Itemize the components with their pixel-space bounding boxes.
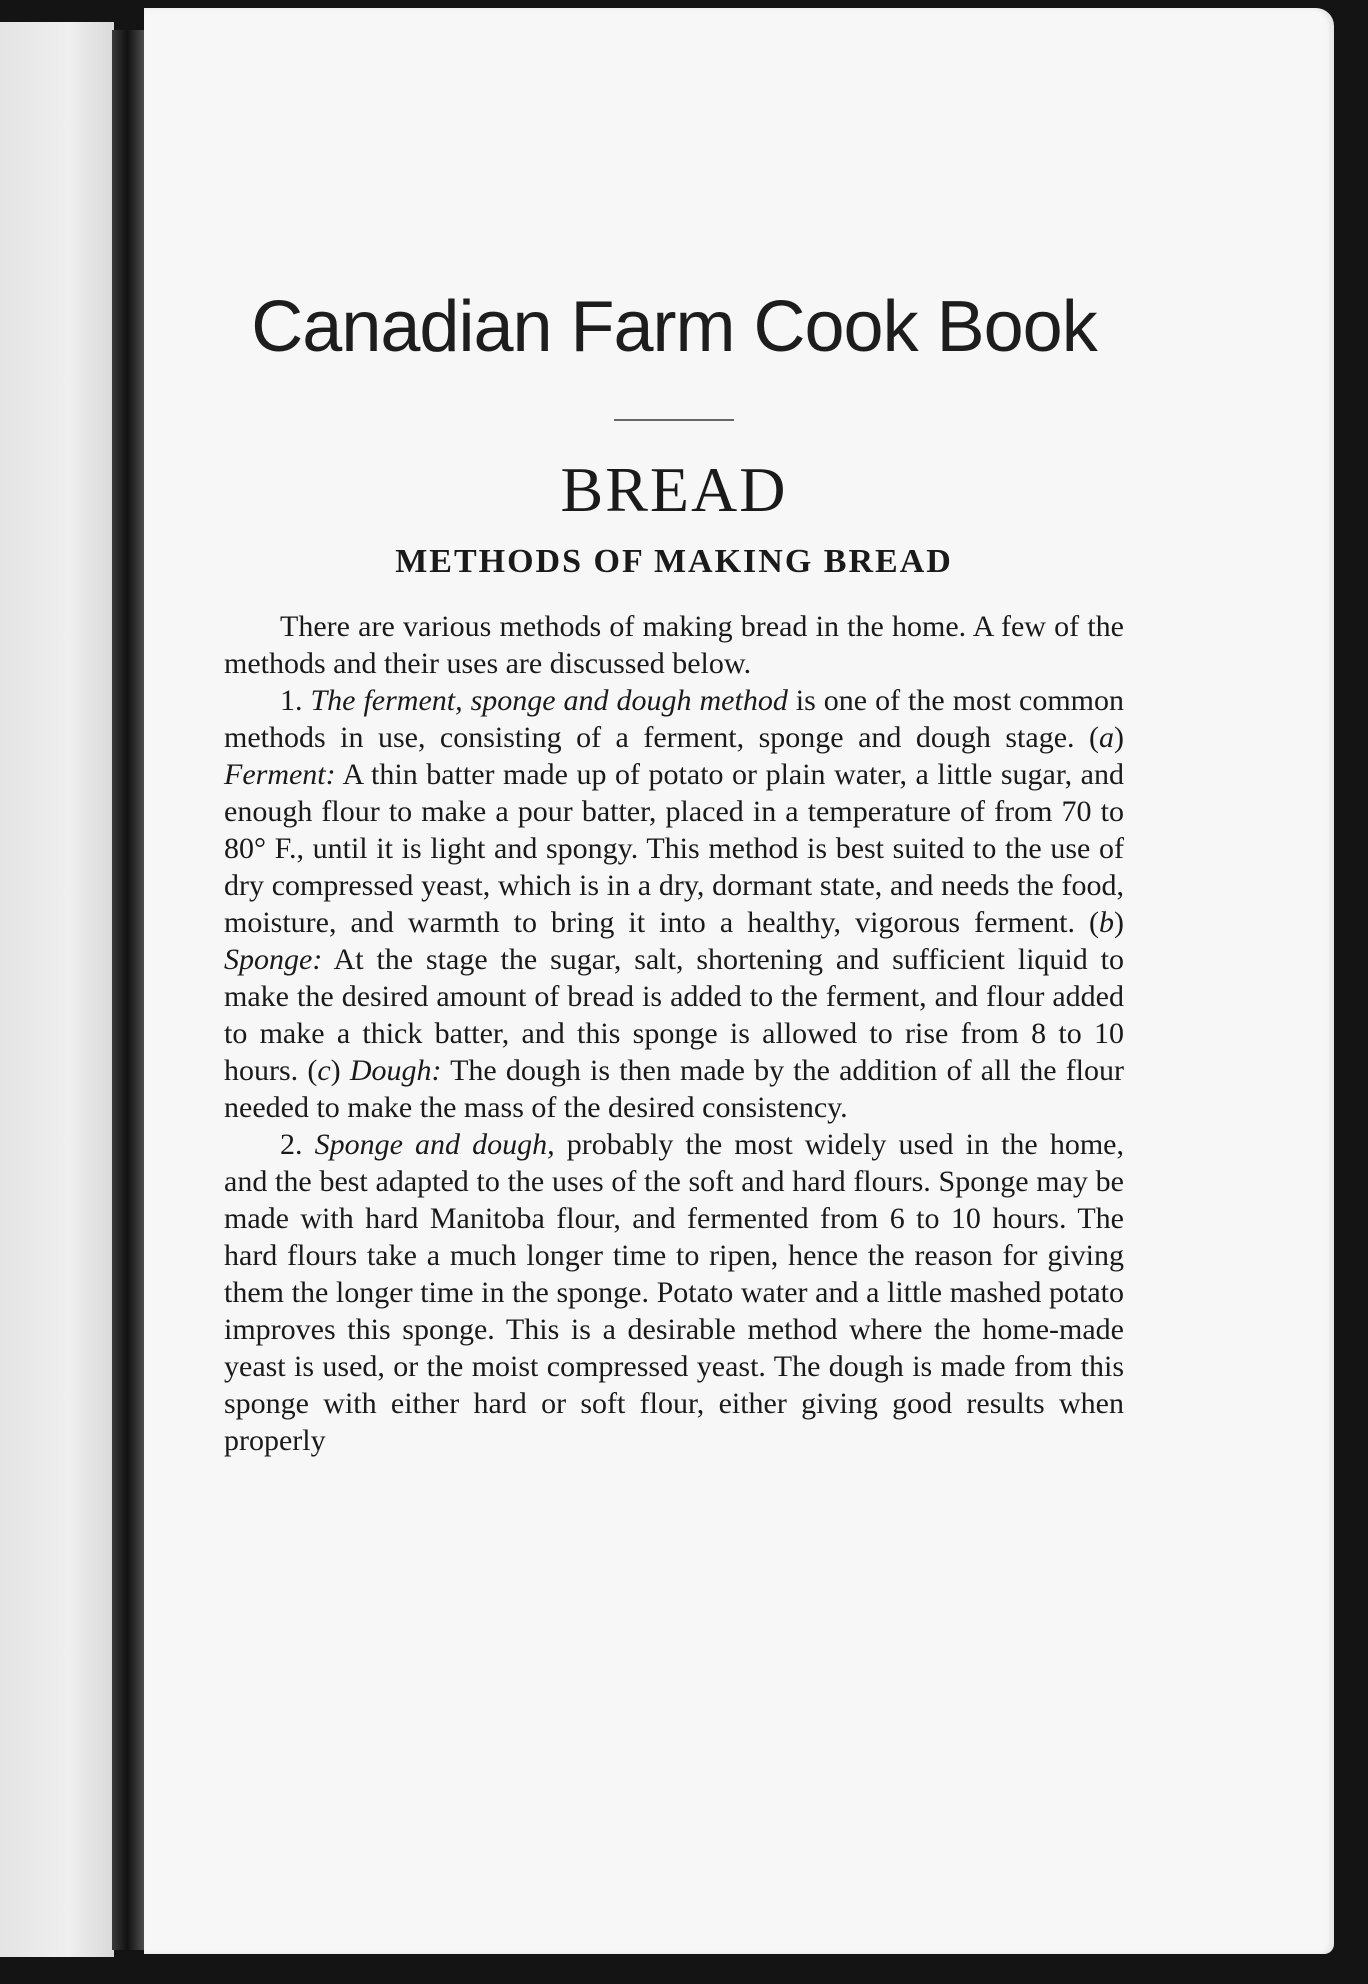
stage-letter: b <box>1099 906 1114 940</box>
method-name: The ferment, sponge and dough method <box>310 684 788 718</box>
title-divider <box>614 419 734 421</box>
text-segment: is one of the most common methods in use, consisting of a ferment, sponge and dough stage. ( <box>224 684 1124 755</box>
stage-letter: c <box>317 1054 331 1088</box>
paragraph-method-1 <box>224 682 1124 1126</box>
book-title: Canadian Farm Cook Book <box>251 287 1097 367</box>
facing-page-edge <box>0 22 114 1957</box>
method-name: Sponge and dough, <box>314 1128 555 1162</box>
page-content <box>224 288 1124 1459</box>
text-segment: ) <box>330 1054 350 1088</box>
text-segment: 1. <box>280 684 311 718</box>
subsection-title: METHODS OF MAKING BREAD <box>395 542 953 580</box>
text-segment: probably the most widely used in the home, and the best adapted to the uses of the soft and hard flours. Sponge may be made with hard Manitoba flour, and fermented from 6 to 10 hours. The hard flours take a much longer time to ripen, hence the reason for giving them the longer time in the sponge. Potato water and a little mashed potato improves this sponge. This is a desirable method where the home-made yeast is used, or the moist compressed yeast. The dough is made from this sponge with either hard or soft flour, either giving good results when properly <box>224 1128 1124 1458</box>
text-segment: ) <box>1114 721 1124 755</box>
text-segment: A thin batter made up of potato or plain water, a little sugar, and enough flour to make a pour batter, placed in a temperature of from 70 to 80° F., until it is light and spongy. This method is best suited to the use of dry compressed yeast, which is in a dry, dormant state, and needs the food, moisture, and warmth to bring it into a healthy, vigorous ferment. ( <box>224 758 1124 940</box>
stage-name: Ferment: <box>224 758 336 792</box>
text-segment: 2. <box>280 1128 315 1162</box>
section-title: BREAD <box>560 454 788 526</box>
text-segment: ) <box>1114 906 1124 940</box>
paragraph-method-2 <box>224 1126 1124 1459</box>
text-segment: At the stage the sugar, salt, shortening and sufficient liquid to make the desired amount of bread is added to the ferment, and flour added to make a thick batter, and this sponge is allowed to rise from 8 to 10 hours. ( <box>224 943 1124 1088</box>
stage-name: Dough: <box>349 1054 442 1088</box>
book-page <box>144 8 1334 1954</box>
text-segment: The dough is then made by the addition of all the flour needed to make the mass of the desired consistency. <box>224 1054 1125 1125</box>
paragraph-intro <box>224 608 1124 682</box>
stage-name: Sponge: <box>224 943 323 977</box>
book-gutter <box>112 30 146 1950</box>
text-segment: There are various methods of making bread in the home. A few of the methods and their uses are discussed below. <box>224 610 1124 681</box>
stage-letter: a <box>1099 721 1114 755</box>
